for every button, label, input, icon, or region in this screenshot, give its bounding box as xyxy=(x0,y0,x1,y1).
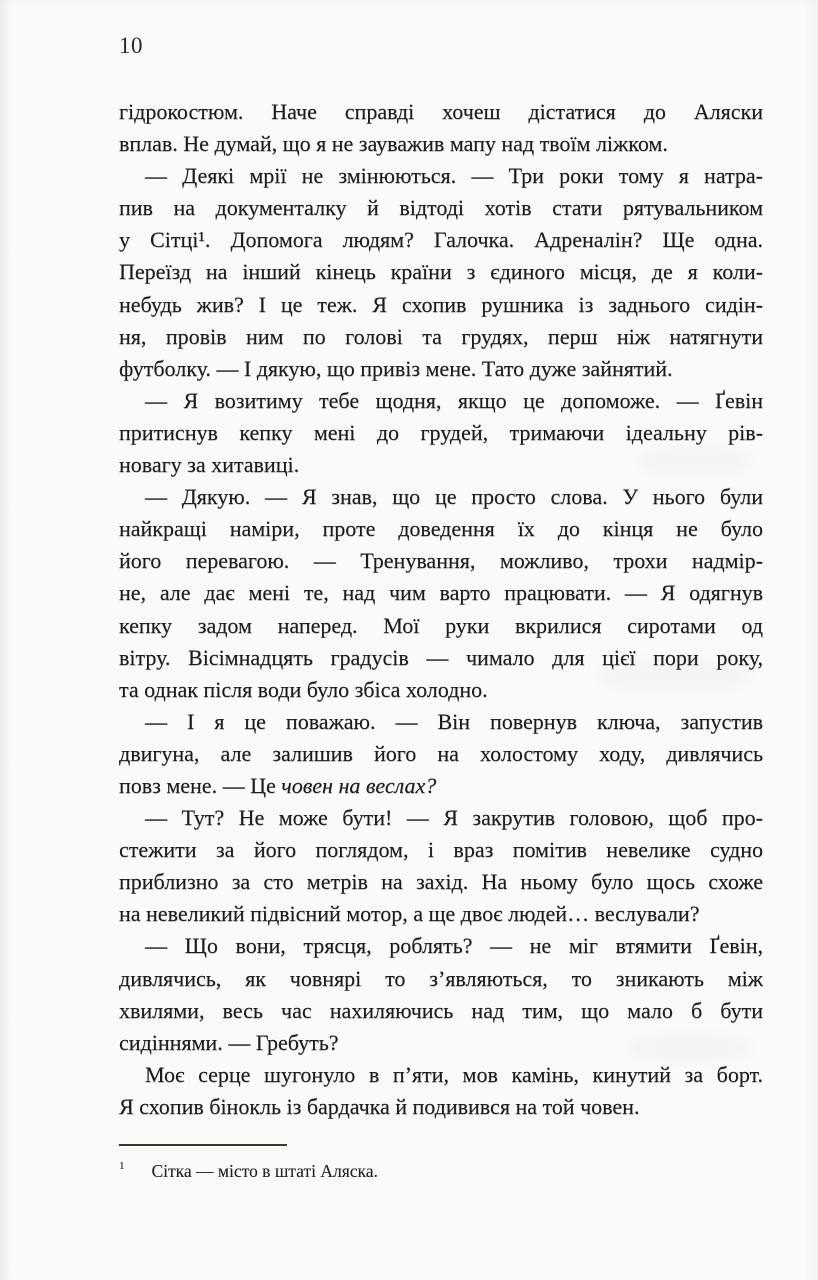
body-text xyxy=(119,96,763,1123)
page-number: 10 xyxy=(119,33,143,58)
text-line: гідрокостюм. Наче справді хочеш дістатися до Аляски xyxy=(119,99,763,124)
text-line: Переїзд на інший кінець країни з єдиного місця, де я коли- xyxy=(119,259,763,285)
text-line: найкращі наміри, проте доведення їх до кінця не було xyxy=(119,516,763,542)
text-line: приблизно за сто метрів на захід. На ньому було щось схоже xyxy=(119,869,763,895)
text-line: небудь жив? І це теж. Я схопив рушника із заднього сидін- xyxy=(119,291,763,317)
text-line: — Я возитиму тебе щодня, якщо це допоможе. — Ґевін xyxy=(145,387,763,413)
text-line: вітру. Вісімнадцять градусів — чимало для цієї пори року, xyxy=(119,644,763,670)
text-line: Моє серце шугонуло в п’яти, мов камінь, кинутий за борт. xyxy=(145,1061,763,1087)
text-line: дивлячись, як човнярі то з’являються, то зникають між xyxy=(119,965,763,991)
text-line: у Сітці¹. Допомога людям? Галочка. Адреналін? Ще одна. xyxy=(119,227,763,253)
text-line: новагу за хитавиці. xyxy=(119,452,300,478)
text-line: — Дякую. — Я знав, що це просто слова. У нього були xyxy=(145,484,763,510)
text-line: ня, провів ним по голові та грудях, перш ніж натягнути xyxy=(119,323,763,349)
text-line: на невеликий підвісний мотор, а ще двоє людей… веслували? xyxy=(119,901,700,927)
text-line: — Деякі мрії не змінюються. — Три роки тому я натра- xyxy=(145,163,763,189)
footnote-line xyxy=(119,1160,763,1182)
text-line: вплав. Не думай, що я не зауважив мапу над твоїм ліжком. xyxy=(119,131,668,157)
footnote-separator-rule xyxy=(119,1144,287,1146)
text-line: та однак після води було збіса холодно. xyxy=(119,676,488,702)
text-line: — Тут? Не може бути! — Я закрутив головою, щоб про- xyxy=(145,805,763,831)
text-line: двигуна, але залишив його на холостому ходу, дивлячись xyxy=(119,740,763,766)
text-line: футболку. — І дякую, що привіз мене. Тато дуже зайнятий. xyxy=(119,355,673,381)
text-line: стежити за його поглядом, і враз помітив невелике судно xyxy=(119,837,763,863)
text-line: пив на документалку й відтоді хотів стати рятувальником xyxy=(119,195,763,221)
text-line: Я схопив бінокль із бардачка й подивився на той човен. xyxy=(119,1093,640,1119)
footnote xyxy=(119,1144,763,1182)
text-line: повз мене. — Це човен на веслах? xyxy=(119,772,437,798)
text-line: кепку задом наперед. Мої руки вкрилися сиротами од xyxy=(119,612,763,638)
text-line: не, але дає мені те, над чим варто працювати. — Я одягнув xyxy=(119,580,763,606)
text-line: хвилями, весь час нахиляючись над тим, що мало б бути xyxy=(119,997,763,1023)
text-line: — І я це поважаю. — Він повернув ключа, запустив xyxy=(145,708,763,734)
text-line: сидіннями. — Гребуть? xyxy=(119,1029,339,1055)
text-line: його перевагою. — Тренування, можливо, трохи надмір- xyxy=(119,548,763,574)
text-line: — Що вони, трясця, роблять? — не міг втямити Ґевін, xyxy=(145,933,763,959)
text-line: притиснув кепку мені до грудей, тримаючи ідеальну рів- xyxy=(119,419,763,445)
footnote-text: Сітка — місто в штаті Аляска. xyxy=(151,1161,378,1181)
footnote-marker: 1 xyxy=(119,1160,125,1172)
